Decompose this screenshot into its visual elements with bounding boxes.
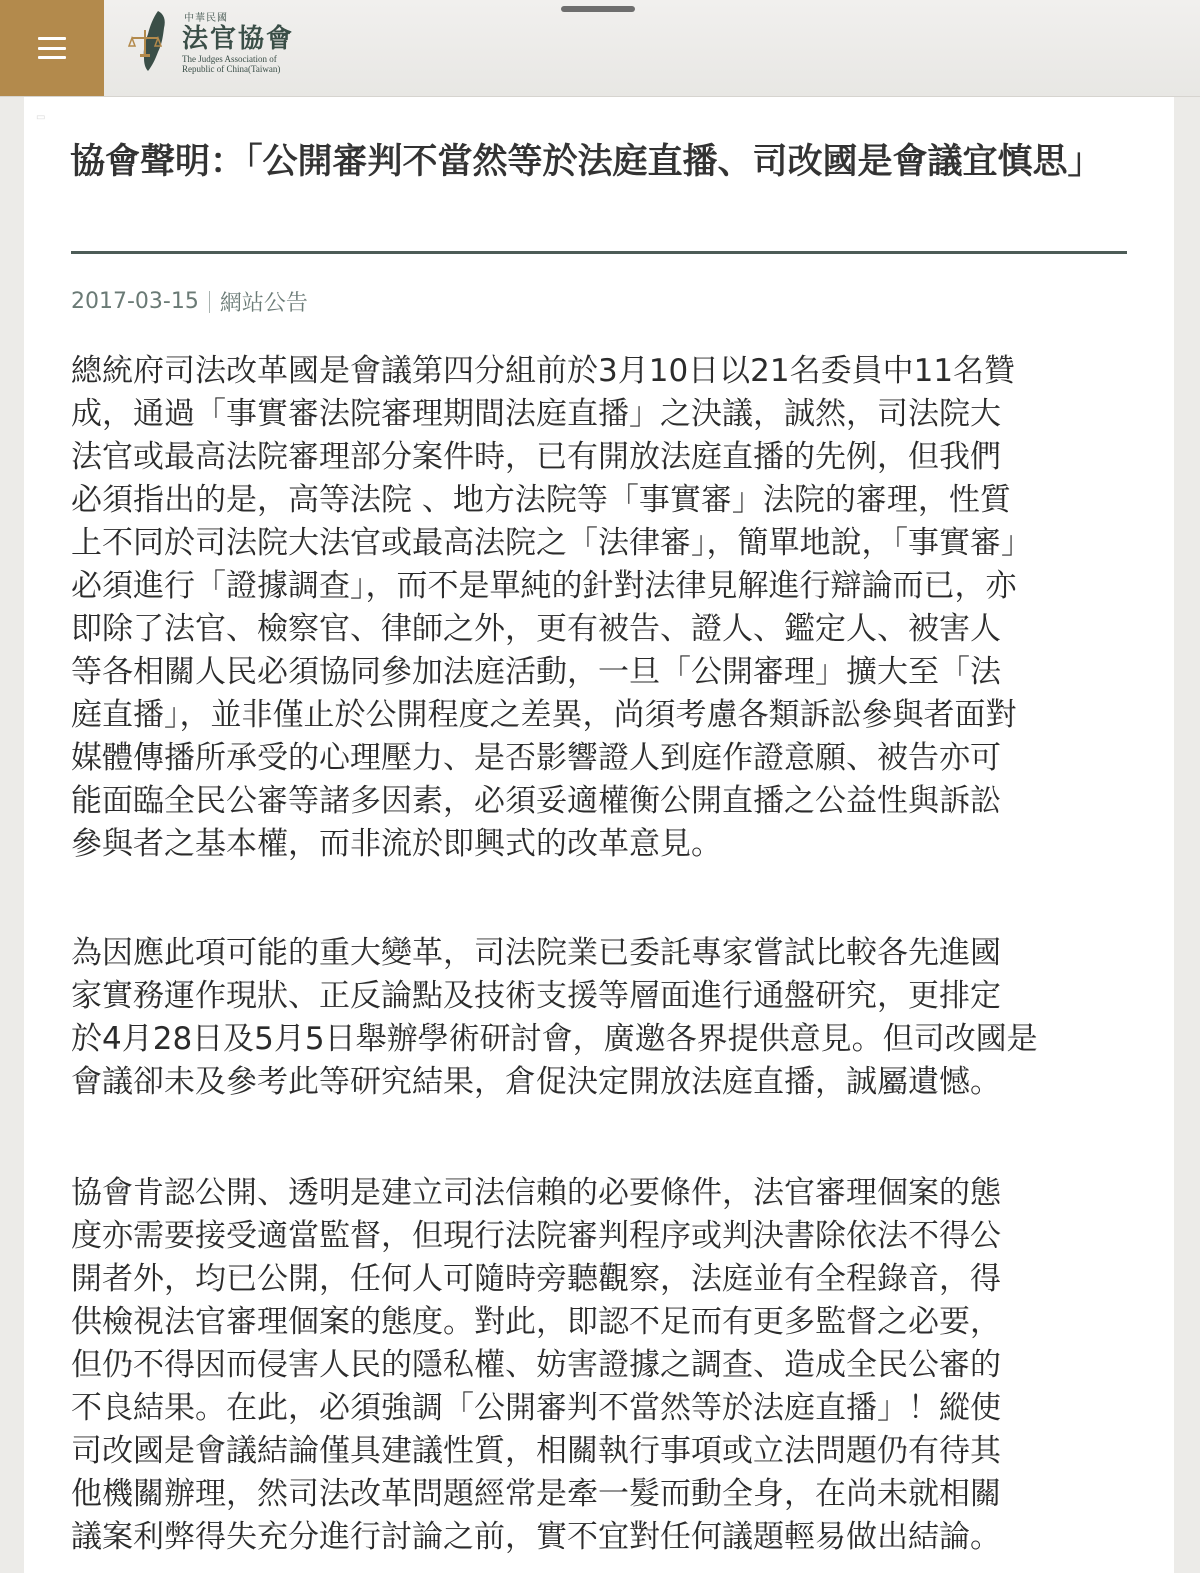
article-paragraph: 為因應此項可能的重大變革，司法院業已委託專家嘗試比較各先進國 家實務運作現狀、正反論點及技術支援等層面進行通盤研究，更排定 於4月28日及5月5日舉辦學術研討會，廣邀各界提供意見。但司改國是 會議卻未及參考此等研究結果，倉促決定開放法庭直播，誠屬遺憾。	[71, 935, 1038, 1100]
logo-country: 中華民國	[184, 12, 228, 24]
drag-handle[interactable]	[561, 6, 635, 12]
top-header	[0, 0, 1200, 97]
taiwan-scales-logo-icon	[128, 8, 178, 74]
article-title: 協會聲明：「公開審判不當然等於法庭直播、司改國是會議宜慎思」	[70, 142, 1103, 182]
article-meta	[71, 286, 308, 317]
article-date: 2017-03-15	[71, 289, 199, 314]
article-category-link[interactable]: 網站公告	[219, 291, 308, 316]
corner-mark-icon: ▭	[36, 112, 46, 123]
article-paragraph: 協會肯認公開、透明是建立司法信賴的必要條件，法官審理個案的態 度亦需要接受適當監督，但現行法院審判程序或判決書除依法不得公 開者外，均已公開，任何人可隨時旁聽觀察，法庭並有全程錄音，得 供檢視法官審理個案的態度。對此，即認不足而有更多監督之必要， 但仍不得因而侵害人民的隱私權、妨害證據之調查、造成全民公審的 不良結果。在此，必須強調「公開審判不當然等於法庭直播」！縱使 司改國是會議結論僅具建議性質，相關執行事項或立法問題仍有待其 他機關辦理，然司法改革問題經常是牽一髮而動全身，在尚未就相關 議案利弊得失充分進行討論之前，實不宜對任何議題輕易做出結論。	[71, 1175, 1001, 1555]
logo-name: 法官協會	[182, 23, 295, 54]
meta-separator	[209, 291, 210, 313]
hamburger-icon	[38, 37, 66, 59]
site-logo[interactable]	[128, 6, 302, 76]
logo-text	[182, 9, 302, 74]
title-divider	[71, 251, 1127, 254]
logo-english-name: The Judges Association of Republic of China(Taiwan)	[182, 53, 281, 74]
menu-button[interactable]	[0, 0, 104, 96]
article-paragraph: 總統府司法改革國是會議第四分組前於3月10日以21名委員中11名贊 成，通過「事實審法院審理期間法庭直播」之決議，誠然，司法院大 法官或最高法院審理部分案件時，已有開放法庭直播的先例，但我們 必須指出的是，高等法院 、地方法院等「事實審」法院的審理，性質 上不同於司法院大法官或最高法院之「法律審」，簡單地說，「事實審」 必須進行「證據調查」，而不是單純的針對法律見解進行辯論而已，亦 即除了法官、檢察官、律師之外，更有被告、證人、鑑定人、被害人 等各相關人民必須協同參加法庭活動，一旦「公開審理」擴大至「法 庭直播」，並非僅止於公開程度之差異，尚須考慮各類訴訟參與者面對 媒體傳播所承受的心理壓力、是否影響證人到庭作證意願、被告亦可 能面臨全民公審等諸多因素，必須妥適權衡公開直播之公益性與訴訟 參與者之基本權，而非流於即興式的改革意見。	[71, 353, 1032, 862]
